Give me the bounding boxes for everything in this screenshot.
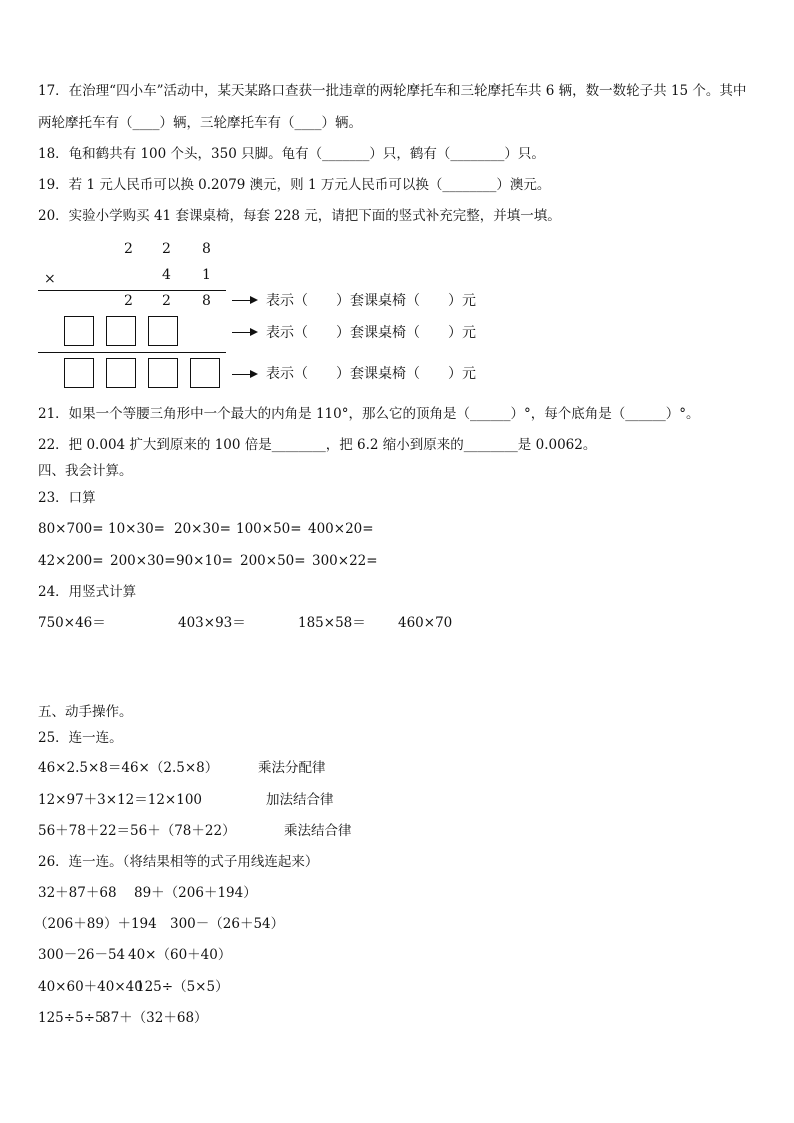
question-21: 21．如果一个等腰三角形中一个最大的内角是 110°，那么它的顶角是（______）°，每个底角是（______）°。 — [38, 406, 700, 422]
oral-calc: 10×30= — [108, 521, 165, 537]
expression-right: 87＋（32＋68） — [102, 1010, 208, 1026]
arrow-icon — [232, 300, 256, 301]
digit: 1 — [202, 267, 211, 283]
oral-calc: 300×22= — [312, 553, 378, 569]
arrow-icon — [232, 332, 256, 333]
answer-box[interactable] — [64, 358, 94, 388]
divider — [38, 290, 226, 291]
answer-box[interactable] — [64, 316, 94, 346]
oral-calc: 90×10= — [176, 553, 233, 569]
question-18: 18．龟和鹤共有 100 个头，350 只脚。龟有（_______）只，鹤有（________）只。 — [38, 146, 545, 162]
expression-right: 40×（60＋40） — [128, 947, 232, 963]
oral-calc: 42×200= — [38, 553, 104, 569]
section-4-title: 四、我会计算。 — [38, 463, 133, 479]
note-row-3: 表示（ ）套课桌椅（ ）元 — [266, 366, 476, 382]
oral-calc: 20×30= — [174, 521, 231, 537]
expression-left: 12×97＋3×12＝12×100 — [38, 792, 203, 808]
oral-calc: 400×20= — [308, 521, 374, 537]
expression-left: 32＋87＋68 — [38, 885, 117, 901]
answer-box[interactable] — [106, 316, 136, 346]
answer-box[interactable] — [148, 316, 178, 346]
oral-calc: 200×50= — [240, 553, 306, 569]
written-calc: 403×93＝ — [178, 615, 246, 631]
expression-left: 56＋78＋22＝56＋（78＋22） — [38, 823, 236, 839]
multiply-sign: × — [44, 271, 56, 287]
question-17-line-1: 17．在治理“四小车”活动中，某天某路口查获一批违章的两轮摩托车和三轮摩托车共 6 辆，数一数轮子共 15 个。其中 — [38, 83, 747, 99]
expression-left: 300－26－54 — [38, 947, 126, 963]
question-25-title: 25．连一连。 — [38, 730, 123, 746]
note-row-2: 表示（ ）套课桌椅（ ）元 — [266, 325, 476, 341]
written-calc: 750×46＝ — [38, 615, 106, 631]
divider — [38, 352, 226, 353]
vertical-multiplication — [38, 236, 558, 396]
question-23-title: 23．口算 — [38, 490, 96, 506]
answer-box[interactable] — [190, 358, 220, 388]
law-right: 乘法结合律 — [284, 823, 352, 839]
oral-calc: 100×50= — [236, 521, 302, 537]
law-right: 加法结合律 — [266, 792, 334, 808]
digit: 8 — [202, 293, 211, 309]
expression-left: （206＋89）＋194 — [34, 916, 157, 932]
expression-left: 125÷5÷5 — [38, 1010, 104, 1026]
question-24-title: 24．用竖式计算 — [38, 584, 137, 600]
oral-calc: 80×700= — [38, 521, 104, 537]
note-row-1: 表示（ ）套课桌椅（ ）元 — [266, 293, 476, 309]
oral-calc: 200×30= — [110, 553, 176, 569]
question-22: 22．把 0.004 扩大到原来的 100 倍是________，把 6.2 缩小到原来的________是 0.0062。 — [38, 437, 597, 453]
digit: 2 — [124, 293, 133, 309]
section-5-title: 五、动手操作。 — [38, 704, 133, 720]
law-right: 乘法分配律 — [258, 760, 326, 776]
question-19: 19．若 1 元人民币可以换 0.2079 澳元，则 1 万元人民币可以换（________）澳元。 — [38, 177, 551, 193]
answer-box[interactable] — [148, 358, 178, 388]
digit: 2 — [162, 293, 171, 309]
expression-left: 40×60＋40×40 — [38, 979, 143, 995]
expression-right: 89＋（206＋194） — [134, 885, 257, 901]
digit: 8 — [202, 241, 211, 257]
written-calc: 460×70 — [398, 615, 453, 631]
written-calc: 185×58＝ — [298, 615, 366, 631]
question-26-title: 26．连一连。（将结果相等的式子用线连起来） — [38, 854, 319, 870]
digit: 4 — [162, 267, 171, 283]
expression-right: 300－（26＋54） — [170, 916, 285, 932]
question-20: 20．实验小学购买 41 套课桌椅，每套 228 元，请把下面的竖式补充完整，并填一填。 — [38, 208, 561, 224]
arrow-icon — [232, 374, 256, 375]
expression-right: 125÷（5×5） — [136, 979, 229, 995]
digit: 2 — [162, 241, 171, 257]
digit: 2 — [124, 241, 133, 257]
expression-left: 46×2.5×8＝46×（2.5×8） — [38, 760, 219, 776]
question-17-line-2: 两轮摩托车有（____）辆，三轮摩托车有（____）辆。 — [38, 115, 362, 131]
answer-box[interactable] — [106, 358, 136, 388]
